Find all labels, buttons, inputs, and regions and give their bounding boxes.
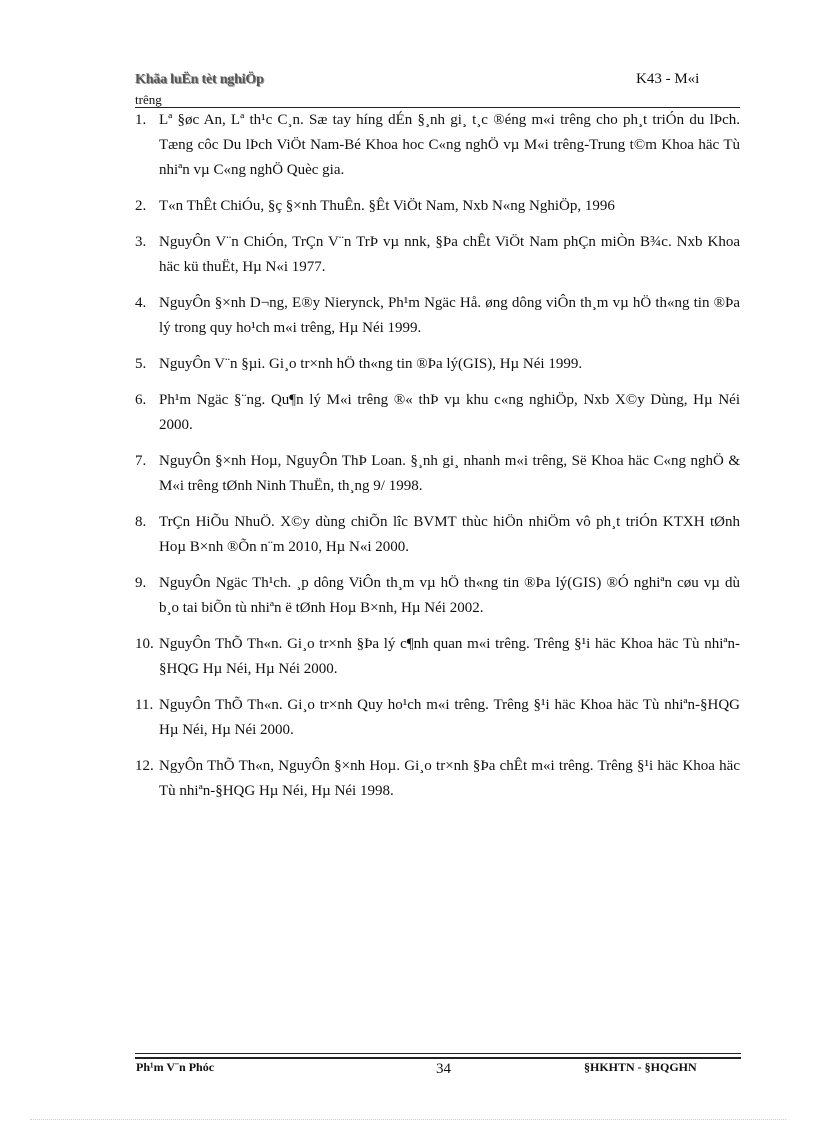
- reference-text: NguyÔn §×nh Hoµ, NguyÔn ThÞ Loan. §¸nh gi¸ nhanh m«i trêng, Së Khoa häc C«ng nghÖ & M«i trêng tØnh Ninh ThuËn, th¸ng 9/ 1998.: [159, 453, 740, 494]
- reference-number: 12.: [135, 758, 154, 774]
- footer-institution: §HKHTN - §HQGHN: [584, 1060, 697, 1074]
- reference-number: 6.: [135, 392, 147, 408]
- reference-text: NguyÔn Ngäc Th¹ch. ¸p dông ViÔn th¸m vµ hÖ th«ng tin ®Þa lý(GIS) ®Ó nghiªn cøu vµ dù b¸o tai biÕn tù nhiªn ë tØnh Hoµ B×nh, Hµ Néi 2002.: [159, 575, 740, 616]
- reference-text: TrÇn HiÕu NhuÖ. X©y dùng chiÕn lîc BVMT thùc hiÖn nhiÖm vô ph¸t triÓn KTXH tØnh Hoµ B×nh ®Õn n¨m 2010, Hµ N«i 2000.: [159, 514, 740, 555]
- reference-number: 4.: [135, 295, 147, 311]
- reference-text: NguyÔn ThÕ Th«n. Gi¸o tr×nh §Þa lý c¶nh quan m«i trêng. Trêng §¹i häc Khoa häc Tù nhiªn-§HQG Hµ Néi, Hµ Néi 2000.: [159, 636, 740, 677]
- reference-text: NguyÔn ThÕ Th«n. Gi¸o tr×nh Quy ho¹ch m«i trêng. Trêng §¹i häc Khoa häc Tù nhiªn-§HQG Hµ Néi, Hµ Néi 2000.: [159, 697, 740, 738]
- reference-item: [135, 352, 740, 377]
- reference-item: [135, 510, 740, 560]
- reference-item: [135, 449, 740, 499]
- reference-text: Lª §øc An, Lª th¹c C¸n. Sæ tay híng dÉn §¸nh gi¸ t¸c ®éng m«i trêng cho ph¸t triÓn du lÞch. Tæng côc Du lÞch ViÖt Nam-Bé Khoa hoc C«ng nghÖ vµ M«i trêng-Trung t©m Khoa häc Tù nhiªn vµ C«ng nghÖ Quèc gia.: [159, 112, 740, 178]
- reference-number: 5.: [135, 356, 147, 372]
- reference-number: 10.: [135, 636, 154, 652]
- footer-author: Ph¹m V¨n Phóc: [136, 1060, 215, 1074]
- reference-item: [135, 108, 740, 183]
- reference-item: [135, 693, 740, 743]
- reference-list: [135, 108, 740, 815]
- reference-item: [135, 194, 740, 219]
- reference-text: NguyÔn V¨n §µi. Gi¸o tr×nh hÖ th«ng tin ®Þa lý(GIS), Hµ Néi 1999.: [159, 356, 583, 372]
- reference-number: 2.: [135, 198, 147, 214]
- reference-text: NguyÔn §×nh D¬ng, E®y Nierynck, Ph¹m Ngäc Hå. øng dông viÔn th¸m vµ hÖ th«ng tin ®Þa lý trong quy ho¹ch m«i trêng, Hµ Néi 1999.: [159, 295, 740, 336]
- reference-item: [135, 388, 740, 438]
- reference-item: [135, 754, 740, 804]
- header-subtitle: trêng: [135, 92, 162, 107]
- reference-number: 3.: [135, 234, 147, 250]
- reference-item: [135, 571, 740, 621]
- footer-rule-thick: [135, 1057, 741, 1059]
- page-edge-divider: [30, 1119, 786, 1120]
- reference-item: [135, 632, 740, 682]
- reference-item: [135, 230, 740, 280]
- page-number: 34: [436, 1061, 451, 1077]
- reference-number: 9.: [135, 575, 147, 591]
- reference-number: 1.: [135, 112, 147, 128]
- reference-number: 8.: [135, 514, 147, 530]
- header-course: K43 - M«i: [636, 71, 700, 87]
- reference-text: Ph¹m Ngäc §¨ng. Qu¶n lý M«i trêng ®« thÞ vµ khu c«ng nghiÖp, Nxb X©y Dùng, Hµ Néi 2000.: [159, 392, 740, 433]
- reference-number: 11.: [135, 697, 154, 713]
- footer-rule-thin: [135, 1053, 741, 1054]
- reference-number: 7.: [135, 453, 147, 469]
- header-title: Khãa luËn tèt nghiÖp: [135, 72, 264, 87]
- reference-text: T«n ThÊt ChiÓu, §ç §×nh ThuÊn. §Êt ViÖt Nam, Nxb N«ng NghiÖp, 1996: [159, 198, 615, 214]
- reference-text: NgyÔn ThÕ Th«n, NguyÔn §×nh Hoµ. Gi¸o tr×nh §Þa chÊt m«i trêng. Trêng §¹i häc Khoa häc Tù nhiªn-§HQG Hµ Néi, Hµ Néi 1998.: [159, 758, 740, 799]
- reference-item: [135, 291, 740, 341]
- reference-text: NguyÔn V¨n ChiÓn, TrÇn V¨n TrÞ vµ nnk, §Þa chÊt ViÖt Nam phÇn miÒn B¾c. Nxb Khoa häc kü thuËt, Hµ N«i 1977.: [159, 234, 740, 275]
